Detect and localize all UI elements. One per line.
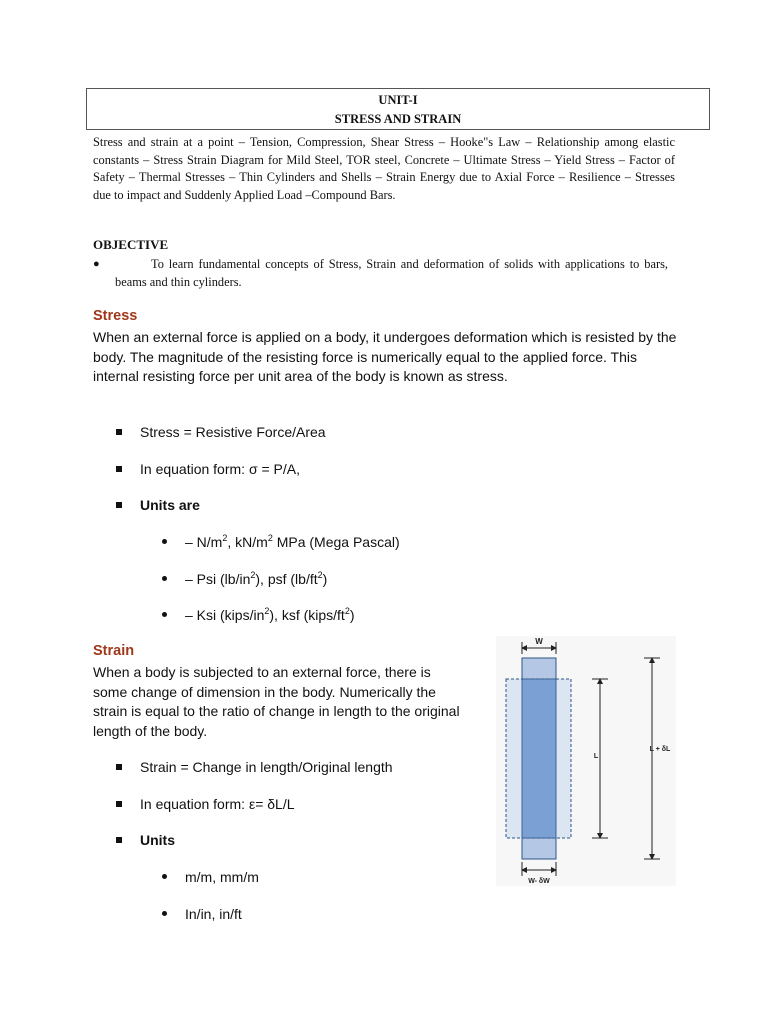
square-bullet-icon: [116, 466, 122, 472]
stress-unit-ksi: [162, 606, 355, 624]
stress-heading: Stress: [93, 308, 138, 324]
square-bullet-icon: [116, 801, 122, 807]
square-bullet-icon: [116, 764, 122, 770]
unit-text: ): [349, 607, 355, 623]
strain-paragraph-line: When a body is subjected to an external force, there is: [93, 664, 431, 680]
square-bullet-icon: [116, 502, 122, 508]
strain-paragraph-line: some change of dimension in the body. Numerically the: [93, 683, 436, 700]
label-w-minus-dw: W- δW: [528, 878, 550, 885]
strain-bullet-equation: [116, 795, 295, 813]
stress-bullet-equation: [116, 460, 300, 478]
round-bullet-icon: [162, 911, 167, 916]
objective-text: To learn fundamental concepts of Stress, Strain and deformation of solids with applications to bars, beams and thin cylinders.: [115, 257, 668, 289]
strain-unit-imperial: [162, 905, 242, 923]
stress-unit-si: [162, 533, 400, 551]
bullet-text: Units are: [140, 497, 200, 513]
unit-title-box: [86, 88, 710, 130]
label-l-plus-dl: L + δL: [649, 746, 671, 753]
square-bullet-icon: [116, 837, 122, 843]
round-bullet-icon: [162, 612, 167, 617]
bullet-text: In equation form: σ = P/A,: [140, 461, 301, 477]
unit-text: ), psf (lb/ft: [255, 571, 318, 587]
deformed-bar: [522, 679, 556, 838]
strain-paragraph-line: length of the body.: [93, 722, 208, 739]
objective-list-item: [93, 255, 668, 291]
strain-diagram: [496, 636, 676, 886]
syllabus-paragraph: Stress and strain at a point – Tension, Compression, Shear Stress – Hooke"s Law – Relationship among elastic constants – Stress Strain Diagram for Mild Steel, TOR steel, Concrete – Ultimate Stress – Yield Stress – Factor of Safety – Thermal Stresses – Thin Cylinders and Shells – Strain Energy due to Axial Force – Resilience – Stresses due to impact and Suddenly Applied Load –Compound Bars.: [93, 135, 675, 202]
bullet-text: In equation form: ε= δL/L: [140, 796, 295, 812]
unit-title: STRESS AND STRAIN: [334, 112, 462, 126]
strain-bullet-definition: [116, 758, 393, 776]
bullet-text: Units: [140, 832, 175, 848]
unit-text: In/in, in/ft: [185, 906, 242, 922]
strain-paragraph-line: strain is equal to the ratio of change in length to the original: [93, 703, 460, 719]
strain-paragraph: [93, 663, 460, 741]
bullet-icon: ●: [93, 258, 100, 270]
stress-bullet-units: [116, 496, 200, 514]
strain-diagram-svg: [496, 636, 676, 886]
label-w: W: [535, 637, 543, 646]
square-bullet-icon: [116, 429, 122, 435]
unit-superscript: 2: [344, 606, 350, 616]
unit-superscript: 2: [317, 570, 323, 580]
bullet-text: Strain = Change in length/Original length: [140, 759, 393, 775]
objective-heading: OBJECTIVE: [93, 237, 169, 252]
stress-paragraph: When an external force is applied on a body, it undergoes deformation which is resisted by the body. The magnitude of the resisting force is numerically equal to the applied force. This internal resisting force per unit area of the body is known as stress.: [93, 329, 677, 384]
unit-text: – Psi (lb/in: [185, 571, 251, 587]
unit-superscript: 2: [222, 533, 228, 543]
unit-text: , kN/m: [227, 534, 268, 550]
unit-text: MPa (Mega Pascal): [272, 534, 400, 550]
unit-text: ): [322, 571, 328, 587]
unit-number: UNIT-I: [378, 93, 418, 107]
round-bullet-icon: [162, 539, 167, 544]
strain-unit-metric: [162, 868, 259, 886]
strain-heading: Strain: [93, 643, 135, 659]
round-bullet-icon: [162, 874, 167, 879]
bullet-text: Stress = Resistive Force/Area: [140, 424, 326, 440]
unit-superscript: 2: [250, 570, 256, 580]
label-l: L: [593, 753, 599, 760]
round-bullet-icon: [162, 576, 167, 581]
unit-superscript: 2: [264, 606, 270, 616]
unit-text: m/m, mm/m: [185, 869, 259, 885]
stress-unit-psi: [162, 570, 327, 588]
unit-text: ), ksf (kips/ft: [269, 607, 345, 623]
unit-text: – N/m: [185, 534, 223, 550]
strain-bullet-units: [116, 831, 175, 849]
stress-bullet-definition: [116, 423, 326, 441]
unit-superscript: 2: [267, 533, 273, 543]
unit-text: – Ksi (kips/in: [185, 607, 265, 623]
